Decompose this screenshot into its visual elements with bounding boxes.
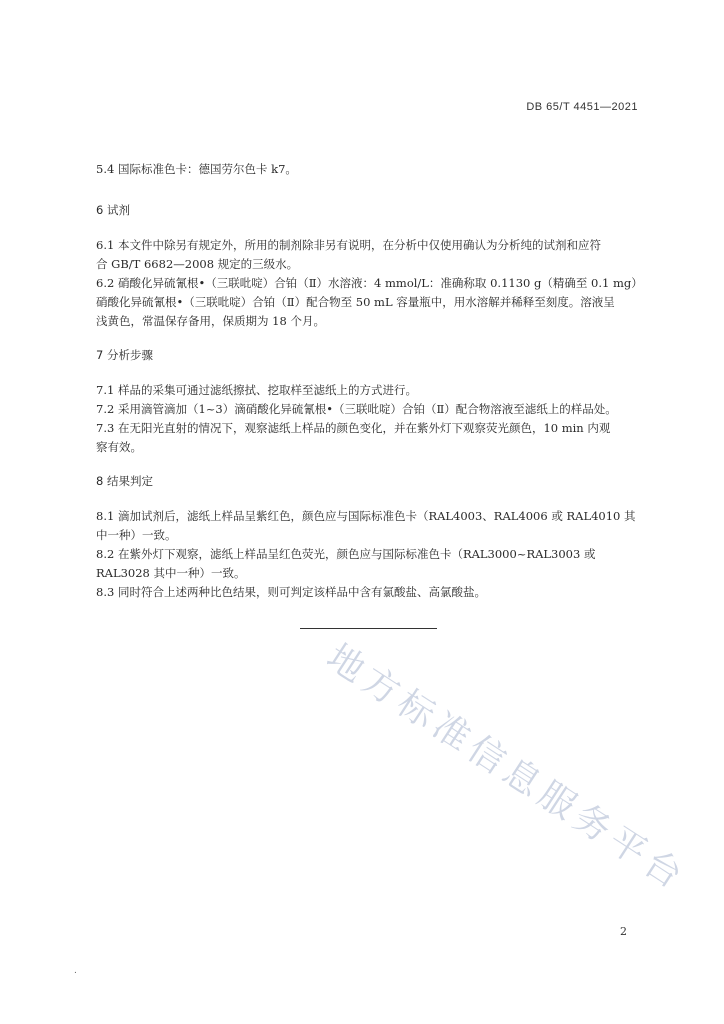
section-heading-8: 8 结果判定: [96, 474, 153, 488]
end-rule: [300, 628, 437, 629]
clause-6-2-line3: 浅黄色，常温保存备用，保质期为 18 个月。: [96, 314, 325, 328]
clause-6-1-line1: 6.1 本文件中除另有规定外，所用的制剂除非另有说明，在分析中仅使用确认为分析纯的试剂和应符: [96, 238, 601, 252]
clause-7-1: 7.1 样品的采集可通过滤纸擦拭、挖取样至滤纸上的方式进行。: [96, 383, 417, 397]
clause-6-2-line1: 6.2 硝酸化异硫氰根•（三联吡啶）合铂（Ⅱ）水溶液：4 mmol/L：准确称取 0.1130 g（精确至 0.1 mg）: [96, 276, 643, 290]
watermark: 地方标准信息服务平台: [319, 636, 694, 900]
standard-code: DB 65/T 4451—2021: [526, 101, 638, 113]
clause-5-4: 5.4 国际标准色卡：德国劳尔色卡 k7。: [96, 162, 297, 176]
clause-7-3-line1: 7.3 在无阳光直射的情况下，观察滤纸上样品的颜色变化，并在紫外灯下观察荧光颜色，10 min 内观: [96, 421, 611, 435]
clause-7-3-line2: 察有效。: [96, 440, 142, 454]
clause-8-2-line1: 8.2 在紫外灯下观察，滤纸上样品呈红色荧光，颜色应与国际标准色卡（RAL3000~RAL3003 或: [96, 547, 596, 561]
stray-mark: .: [74, 966, 77, 976]
clause-8-3: 8.3 同时符合上述两种比色结果，则可判定该样品中含有氯酸盐、高氯酸盐。: [96, 585, 486, 599]
clause-6-2-line2: 硝酸化异硫氰根•（三联吡啶）合铂（Ⅱ）配合物至 50 mL 容量瓶中，用水溶解并稀释至刻度。溶液呈: [96, 295, 615, 309]
section-heading-7: 7 分析步骤: [96, 348, 153, 362]
clause-6-1-line2: 合 GB/T 6682—2008 规定的三级水。: [96, 257, 299, 271]
clause-7-2: 7.2 采用滴管滴加（1~3）滴硝酸化异硫氰根•（三联吡啶）合铂（Ⅱ）配合物溶液至滤纸上的样品处。: [96, 402, 617, 416]
clause-8-1-line2: 中一种）一致。: [96, 528, 177, 542]
page-number: 2: [620, 925, 627, 938]
clause-8-1-line1: 8.1 滴加试剂后，滤纸上样品呈紫红色，颜色应与国际标准色卡（RAL4003、RAL4006 或 RAL4010 其: [96, 509, 636, 523]
section-heading-6: 6 试剂: [96, 203, 130, 217]
clause-8-2-line2: RAL3028 其中一种）一致。: [96, 566, 246, 580]
